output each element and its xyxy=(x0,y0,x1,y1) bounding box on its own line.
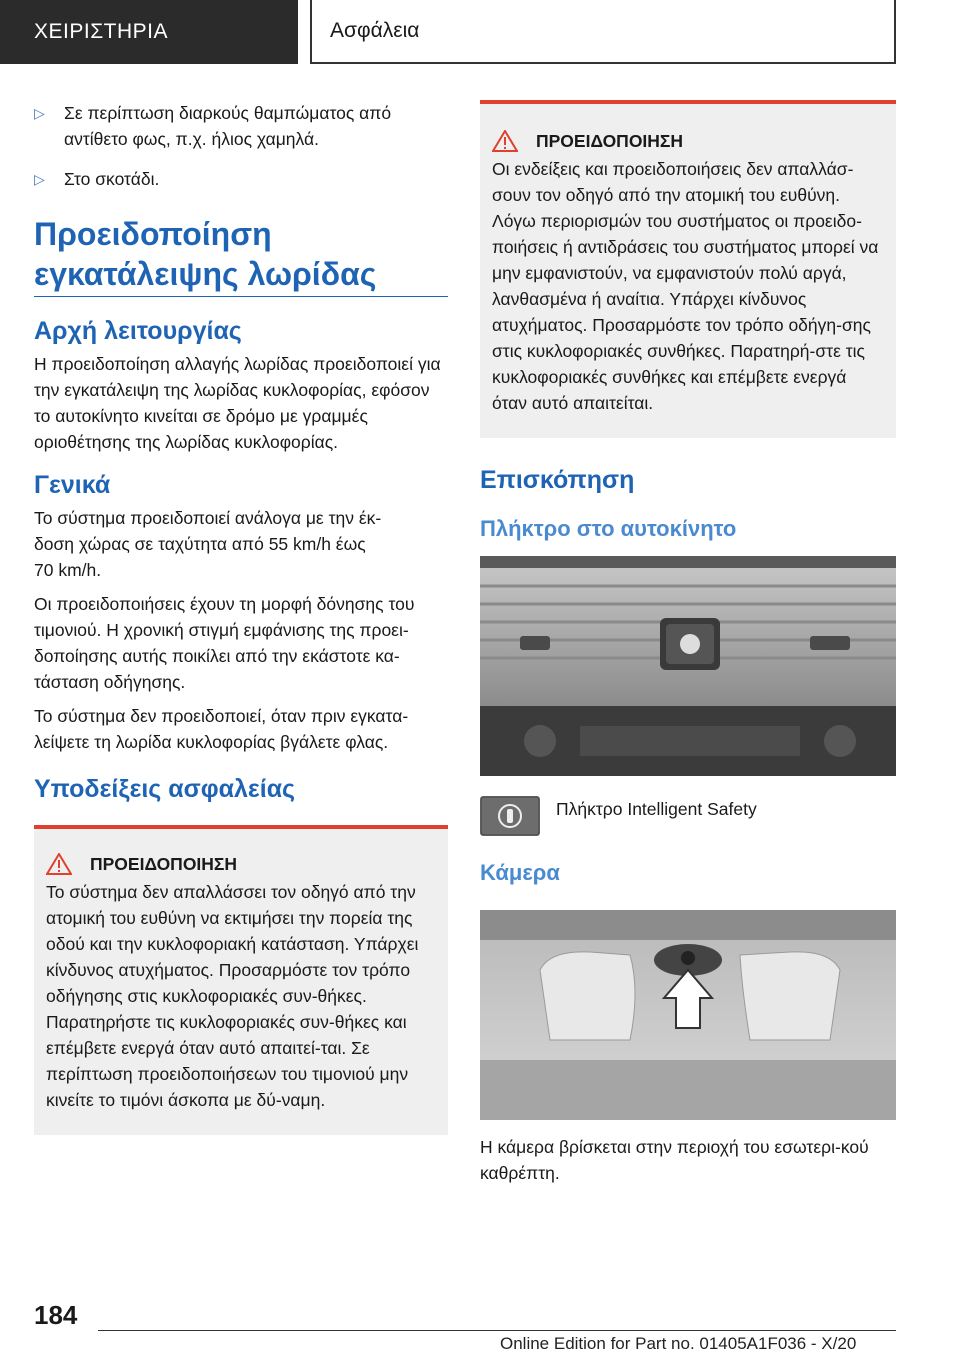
dashboard-photo-icon xyxy=(480,556,896,776)
page-header xyxy=(0,0,960,66)
title-divider xyxy=(34,296,448,297)
warning-triangle-icon xyxy=(46,853,72,875)
triangle-bullet-icon: ▷ xyxy=(34,171,45,187)
warning-text: Το σύστημα δεν απαλλάσσει τον οδηγό από την ατομική του ευθύνη να εκτιμήσει την πορεία της οδού και την κυκλοφοριακή κατάσταση. Υπάρχει κίνδυνος ατυχήματος. Προσαρμόστε τον τρόπο οδήγησης στις κυκλοφοριακές συν-θήκες. Παρατηρήστε τις κυκλοφοριακές συν-θήκες και επέμβετε ενεργά όταν αυτό απαιτεί-ται. Σε περίπτωση προειδοποιήσεων του τιμονιού μην κινείτε το τιμόνι άσκοπα με δύ-ναμη. xyxy=(46,882,419,1110)
button-caption: Πλήκτρο Intelligent Safety xyxy=(556,799,757,819)
interior-photo-icon xyxy=(480,910,896,1120)
warning-box xyxy=(34,825,448,1135)
warning-box xyxy=(480,100,896,438)
intelligent-safety-button-icon xyxy=(480,796,540,836)
page-number: 184 xyxy=(34,1300,78,1330)
principle-text: Η προειδοποίηση αλλαγής λωρίδας προειδοποιεί για την εγκατάλειψη της λωρίδας κυκλοφορίας, εφόσον το αυτοκίνητο κινείται σε δρόμο με γραμμές οριοθέτησης της λωρίδας κυκλοφορίας. xyxy=(34,354,441,452)
warning-text: Οι ενδείξεις και προειδοποιήσεις δεν απαλλάσ-σουν τον οδηγό από την ατομική του ευθύνη. Λόγω περιορισμών του συστήματος οι προειδο-ποιήσεις ή αντιδράσεις του συστήματος μπορεί να μην εμφανιστούν, να εμφανιστούν πολύ αργά, λανθασμένα ή αναίτια. Υπάρχει κίνδυνος ατυχήματος. Προσαρμόστε τον τρόπο οδήγη-σης στις κυκλοφοριακές συνθήκες. Παρατηρή-στε τις κυκλοφοριακές συνθήκες και επέμβετε ενεργά όταν αυτό απαιτείται. xyxy=(492,159,879,413)
list-item: ▷ Στο σκοτάδι. xyxy=(34,166,448,192)
dashboard-button-image xyxy=(480,556,896,776)
right-column xyxy=(480,100,896,1194)
page-title: Προειδοποίηση εγκατάλειψης λωρίδας xyxy=(34,216,377,292)
button-heading: Πλήκτρο στο αυτοκίνητο xyxy=(480,516,737,541)
camera-location-image xyxy=(480,910,896,1120)
principle-heading: Αρχή λειτουργίας xyxy=(34,317,242,345)
footer-divider xyxy=(98,1330,896,1331)
general-text-1: Το σύστημα προειδοποιεί ανάλογα με την έκ- δοση χώρας σε ταχύτητα από 55 km/h έως 70 km/h. xyxy=(34,508,382,580)
section-title: Ασφάλεια xyxy=(310,0,896,64)
camera-text: Η κάμερα βρίσκεται στην περιοχή του εσωτερι-κού καθρέπτη. xyxy=(480,1137,869,1183)
warning-header: ΠΡΟΕΙΔΟΠΟΙΗΣΗ xyxy=(46,853,436,875)
footer-edition[interactable]: Online Edition for Part no. 01405A1F036 - X/20 xyxy=(500,1334,857,1353)
general-text-3: Το σύστημα δεν προειδοποιεί, όταν πριν εγκατα-λείψετε τη λωρίδα κυκλοφορίας βγάλετε φλας. xyxy=(34,706,409,752)
list-item: ▷ Σε περίπτωση διαρκούς θαμπώματος από αντίθετο φως, π.χ. ήλιος χαμηλά. xyxy=(34,100,448,152)
left-column xyxy=(34,100,448,1135)
general-heading: Γενικά xyxy=(34,471,111,499)
button-legend xyxy=(480,796,896,836)
safety-heading: Υποδείξεις ασφαλείας xyxy=(34,775,296,803)
camera-heading: Κάμερα xyxy=(480,860,560,885)
warning-header: ΠΡΟΕΙΔΟΠΟΙΗΣΗ xyxy=(492,130,884,152)
chapter-tab[interactable]: ΧΕΙΡΙΣΤΗΡΙΑ xyxy=(0,0,298,64)
overview-heading: Επισκόπηση xyxy=(480,466,635,494)
general-text-2: Οι προειδοποιήσεις έχουν τη μορφή δόνησης του τιμονιού. Η χρονική στιγμή εμφάνισης της προει-δοποίησης αυτής ποικίλει από την εκάστοτε κα-τάσταση οδήγησης. xyxy=(34,594,415,692)
warning-triangle-icon xyxy=(492,130,518,152)
triangle-bullet-icon: ▷ xyxy=(34,105,45,121)
